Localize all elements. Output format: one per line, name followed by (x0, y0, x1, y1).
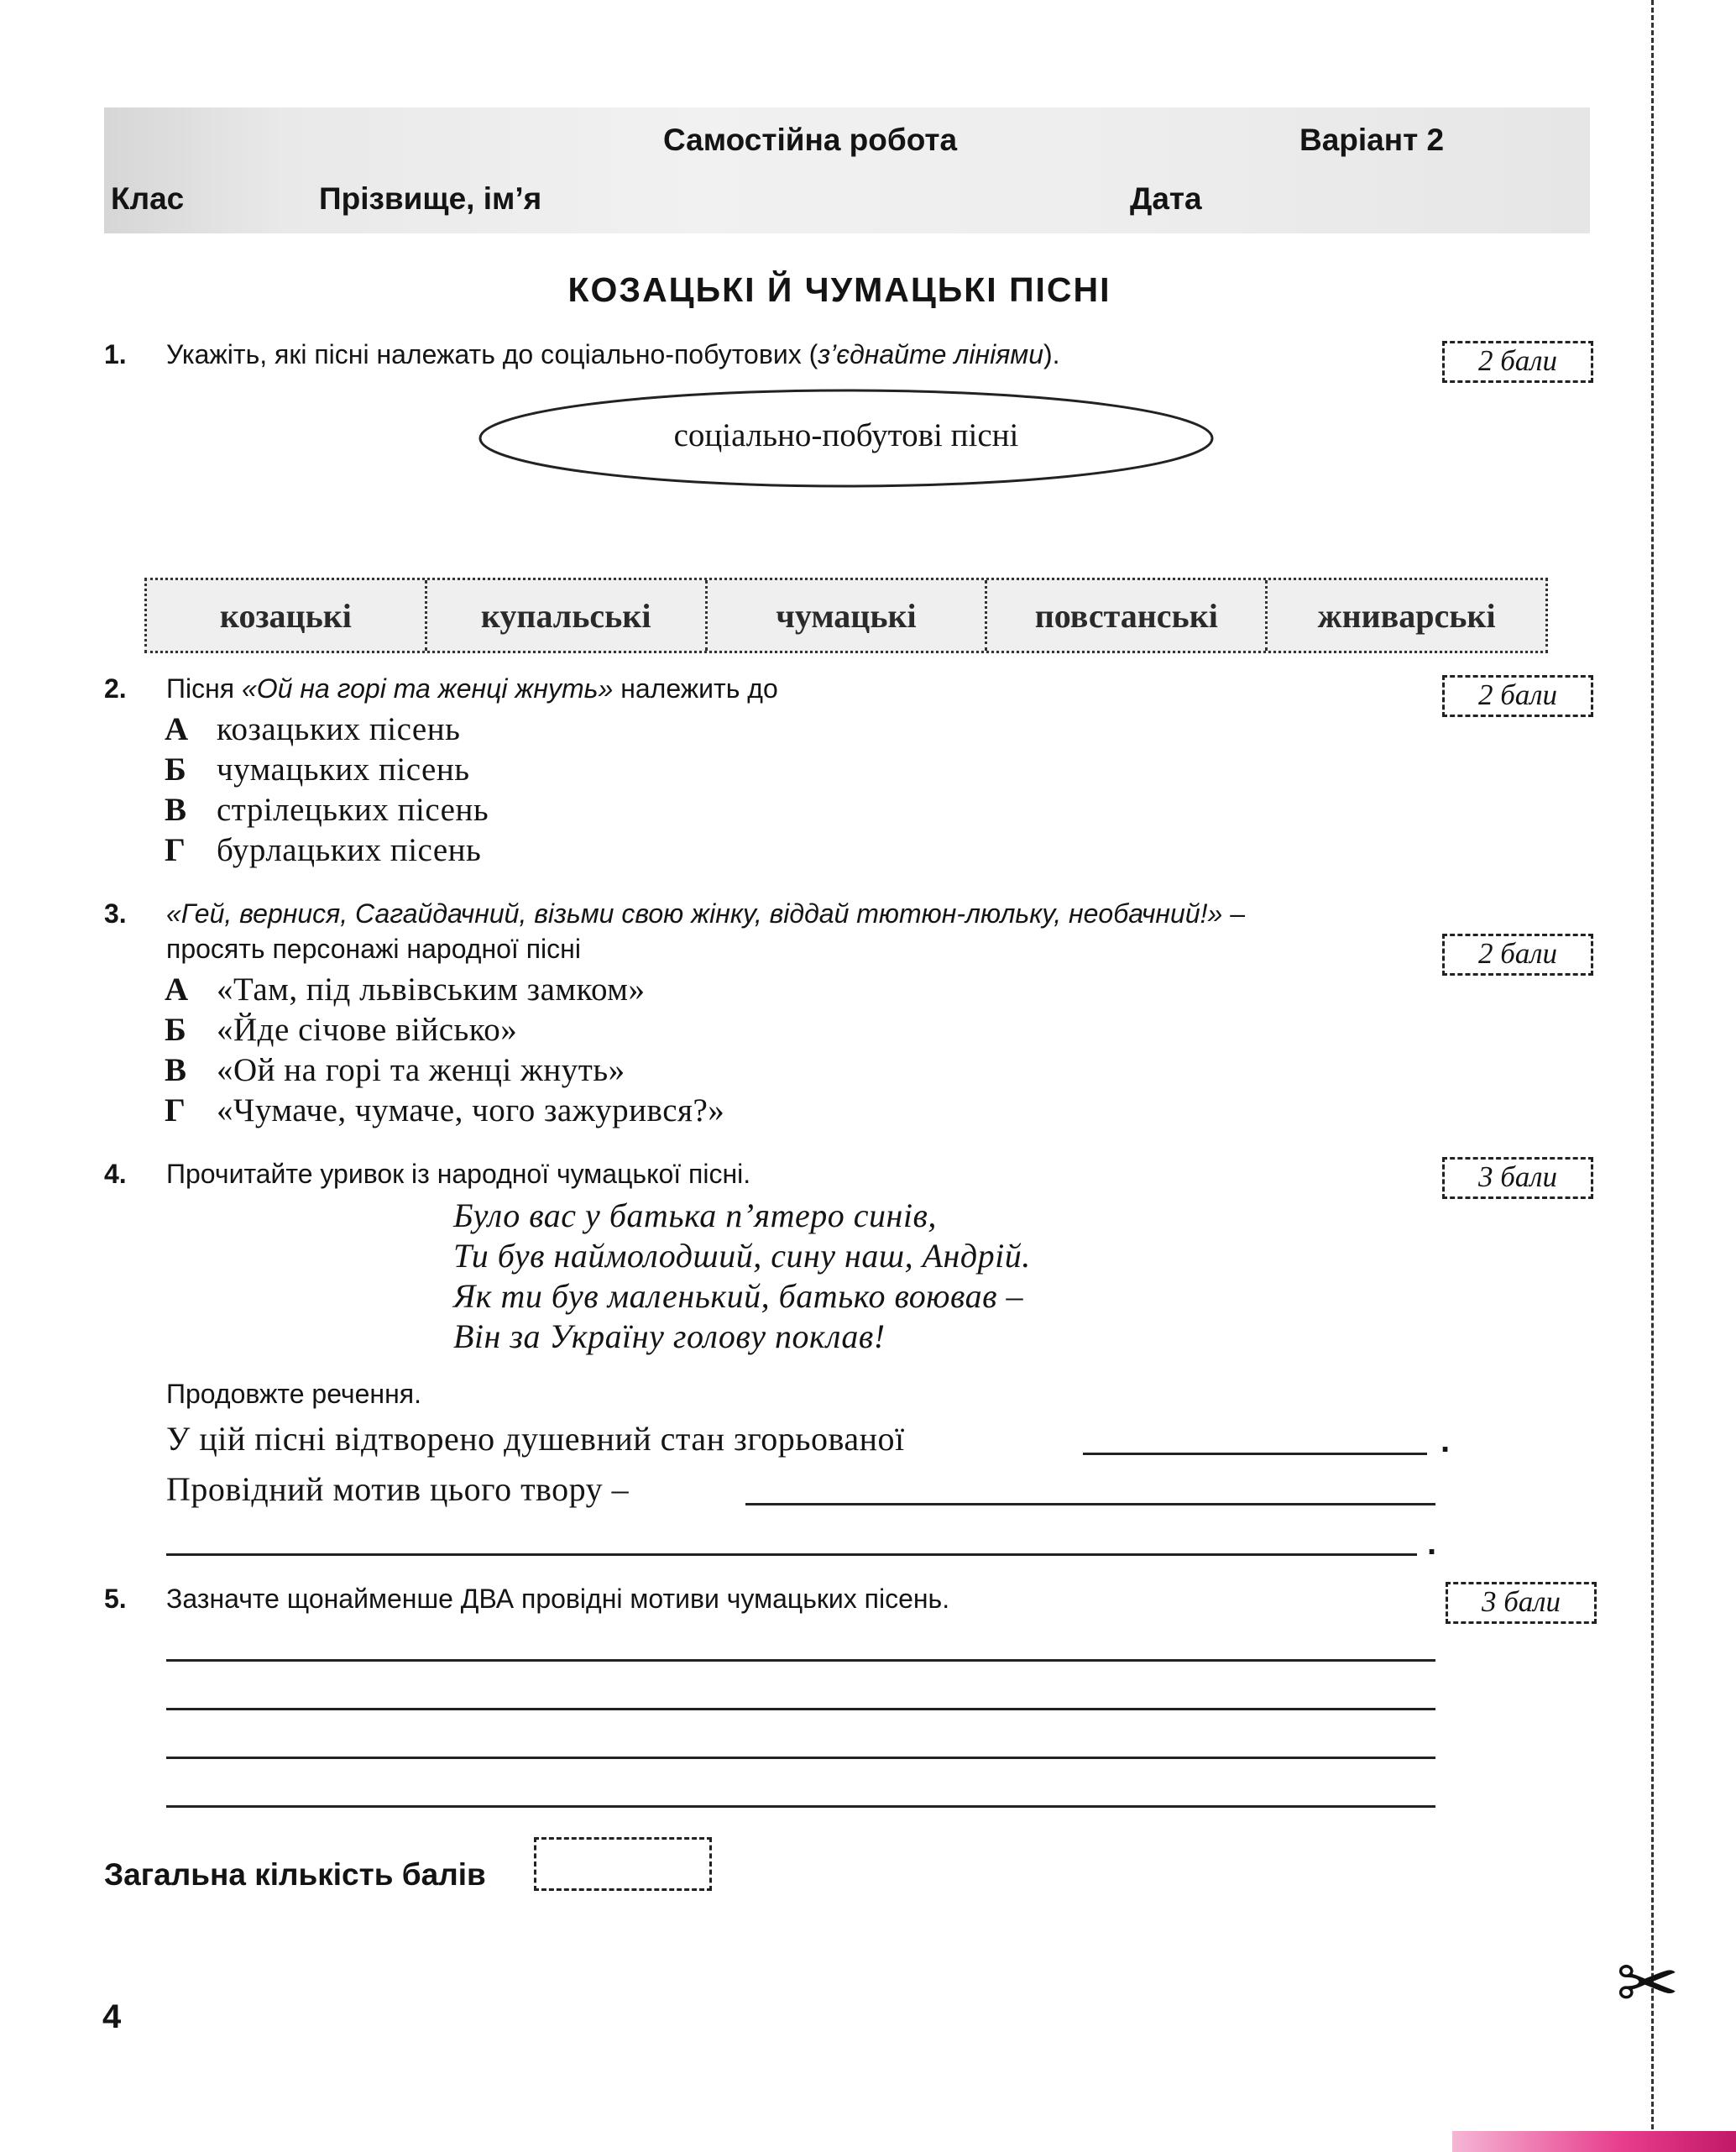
category-kupalski[interactable]: купальські (427, 580, 708, 651)
cut-line (1651, 0, 1654, 2152)
total-points-box[interactable] (534, 1837, 712, 1891)
q3-option-d[interactable]: Г «Чумаче, чумаче, чого зажурився?» (165, 1092, 725, 1128)
q2-option-a[interactable]: А козацьких пісень (165, 711, 461, 747)
date-label: Дата (1130, 181, 1202, 216)
category-zhnyvarski[interactable]: жниварські (1317, 596, 1496, 635)
q4-number: 4. (104, 1159, 127, 1189)
q4-points-box: 3 бали (1442, 1157, 1593, 1199)
q2-text: Пісня «Ой на горі та женці жнуть» належить до (166, 673, 778, 704)
song-categories (144, 578, 1548, 653)
poem-line: Було вас у батька п’ятеро синів, (453, 1196, 937, 1234)
answer-line-2[interactable] (745, 1503, 1435, 1505)
category-chumatski[interactable]: чумацькі (708, 580, 988, 651)
period-2: . (1427, 1525, 1437, 1562)
q3-points-box: 2 бали (1442, 934, 1593, 976)
q5-number: 5. (104, 1584, 127, 1614)
q1-points-box: 2 бали (1442, 341, 1593, 383)
q2-option-b[interactable]: Б чумацьких пісень (165, 751, 470, 788)
q1-number: 1. (104, 339, 127, 369)
poem-line: Ти був наймолодший, сину наш, Андрій. (453, 1237, 1031, 1275)
q4-text: Прочитайте уривок із народної чумацької пісні. (166, 1159, 751, 1189)
poem-line: Він за Україну голову поклав! (453, 1317, 886, 1355)
answer-line-1[interactable] (1083, 1453, 1427, 1455)
page-number: 4 (102, 1998, 122, 2035)
scissors-icon: ✂ (1616, 1942, 1680, 2026)
q5-answer-line[interactable] (166, 1659, 1435, 1662)
q3-option-a[interactable]: А «Там, під львівським замком» (165, 971, 646, 1008)
ellipse-label: соціально-побутові пісні (673, 417, 1019, 453)
answer-line-3[interactable] (166, 1553, 1417, 1556)
q2-number: 2. (104, 673, 127, 704)
variant-label: Варіант 2 (1299, 123, 1445, 157)
work-title: Самостійна робота (663, 123, 958, 157)
q5-answer-line[interactable] (166, 1805, 1435, 1808)
page-title: КОЗАЦЬКІ Й ЧУМАЦЬКІ ПІСНІ (567, 270, 1111, 309)
poem-line: Як ти був маленький, батько воював – (453, 1277, 1023, 1315)
sentence-1: У цій пісні відтворено душевний стан згорьованої (166, 1420, 905, 1458)
page-edge-stripe (1452, 2131, 1736, 2152)
q5-points-box: 3 бали (1446, 1582, 1597, 1624)
q5-answer-line[interactable] (166, 1757, 1435, 1759)
q2-option-c[interactable]: В стрілецьких пісень (165, 792, 489, 828)
period-1: . (1441, 1422, 1451, 1459)
category-povstanski[interactable]: повстанські (987, 580, 1268, 651)
sentence-2: Провідний мотив цього твору – (166, 1470, 630, 1508)
class-label: Клас (111, 181, 185, 216)
q3-option-b[interactable]: Б «Йде січове військо» (165, 1012, 518, 1048)
total-points-label: Загальна кількість балів (104, 1857, 486, 1892)
name-label: Прізвище, ім’я (319, 181, 542, 216)
continue-label: Продовжте речення. (166, 1379, 421, 1409)
q1-text: Укажіть, які пісні належать до соціально-побутових (з’єднайте лініями). (166, 339, 1060, 369)
category-kozatski[interactable]: козацькі (147, 580, 427, 651)
q5-text: Зазначте щонайменше ДВА провідні мотиви чумацьких пісень. (166, 1584, 950, 1614)
q3-option-c[interactable]: В «Ой на горі та женці жнуть» (165, 1052, 625, 1088)
q2-option-d[interactable]: Г бурлацьких пісень (165, 832, 482, 868)
q2-points-box: 2 бали (1442, 675, 1593, 717)
q3-text: просять персонажі народної пісні (166, 934, 581, 964)
q5-answer-line[interactable] (166, 1708, 1435, 1710)
q3-quote: «Гей, вернися, Сагайдачний, візьми свою жінку, віддай тютюн-люльку, необачний!» – (166, 898, 1245, 929)
q3-number: 3. (104, 898, 127, 929)
